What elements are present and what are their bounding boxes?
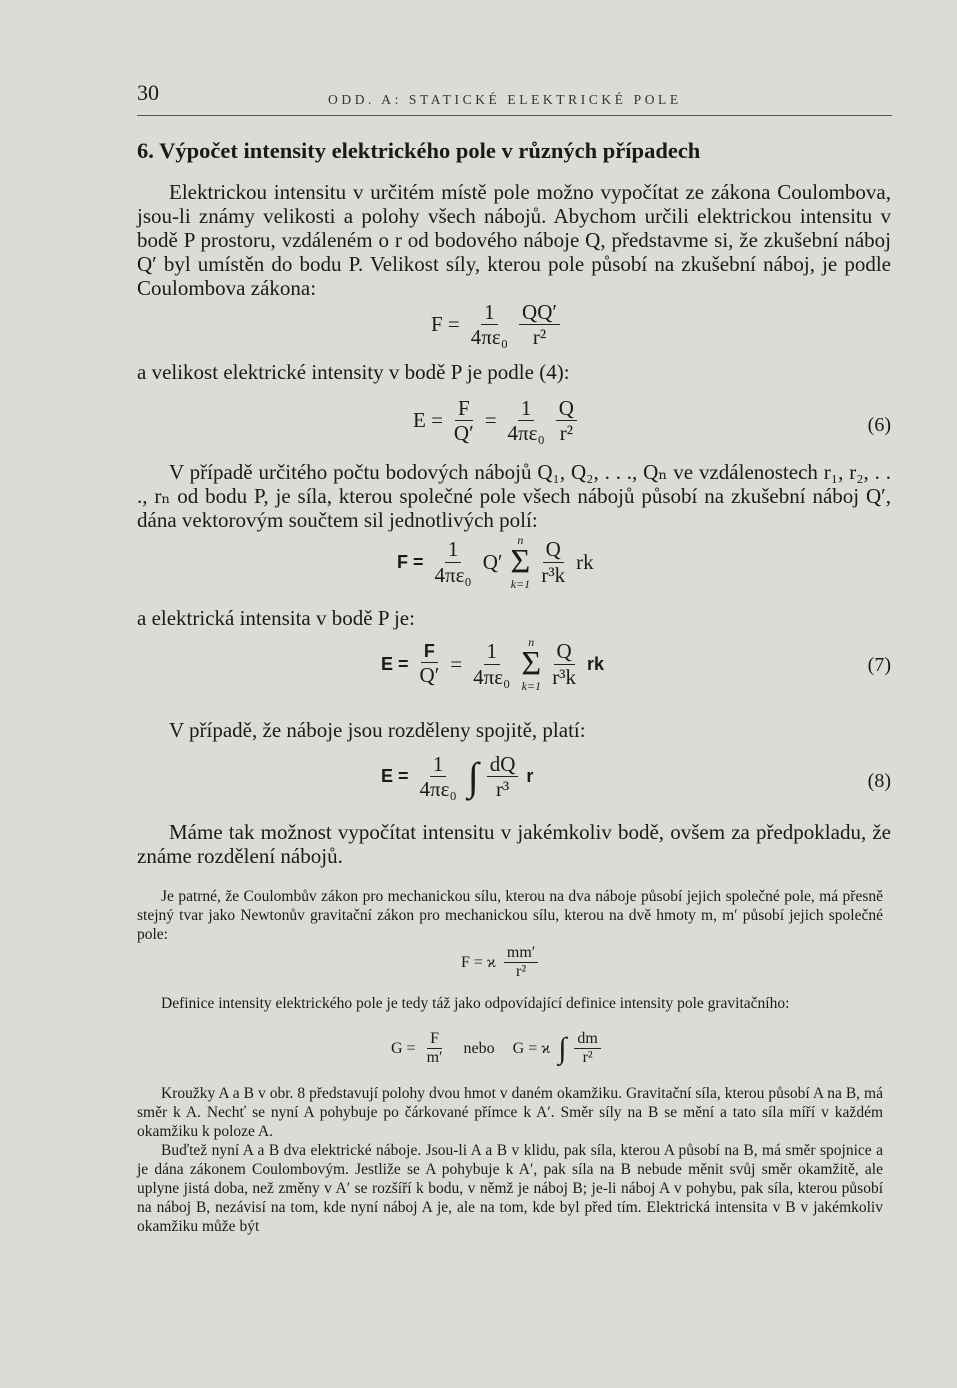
eq-fraction: $\frac{F}{m'}$	[426, 1030, 443, 1067]
eq-vector: rk	[586, 653, 604, 674]
eq-coefficient: $\frac{1}{\text{4πε₀}}$	[470, 300, 509, 350]
equation-number: (7)	[867, 654, 891, 676]
equation-number: (8)	[867, 770, 891, 792]
eq-lhs: F =	[397, 551, 424, 572]
eq-fraction: $\frac{mm'}{\text{r²}}$	[504, 944, 538, 982]
eq-coefficient: $\frac{1}{\text{4πε₀}}$	[434, 537, 472, 587]
paragraph-point-charges: V případě určitého počtu bodových nábojů Q₁, Q₂, . . ., Qₙ ve vzdálenostech r₁, r₂, . . ., rₙ od bodu P, je síla, kterou společné pole všech nábojů působí na zkušební náboj Q′, dána vektorovým součtem sil jednotlivých polí:	[137, 460, 891, 532]
paragraph-continuous: V případě, že náboje jsou rozděleny spojitě, platí:	[169, 718, 586, 742]
eq-equals: =	[450, 651, 463, 676]
header-rule	[137, 115, 892, 116]
eq-coefficient: $\frac{1}{\text{4πε₀}}$	[473, 639, 511, 689]
eq-fraction: $\frac{dQ}{\text{r³}}$	[487, 752, 519, 801]
eq-lhs: E =	[413, 408, 443, 433]
paragraph-conclusion: Máme tak možnost vypočítat intensitu v jakémkoliv bodě, ovšem za předpokladu, že známe rozdělení nábojů.	[137, 820, 891, 868]
paragraph-intro: Elektrickou intensitu v určitém místě pole možno vypočítat ze zákona Coulombova, jsou-li známy velikosti a polohy všech nábojů. Abychom určili elektrickou intensitu v bodě P prostoru, vzdáleném o r od bodového náboje Q, představme si, že zkušební náboj Q′ byl umístěn do bodu P. Velikost síly, kterou pole působí na zkušební náboj, je podle Coulombova zákona:	[137, 180, 891, 300]
equation-8	[137, 752, 891, 816]
eq-fraction: $\frac{dm}{\text{r²}}$	[574, 1030, 600, 1068]
equation-coulomb-force	[137, 300, 891, 360]
eq-coefficient: $\frac{1}{\text{4πε₀}}$	[507, 396, 545, 446]
equation-gravity-intensity	[137, 1030, 891, 1080]
eq-fraction: $\frac{F}{Q'}$	[419, 641, 440, 687]
eq-lhs: F = ϰ	[461, 953, 496, 971]
paragraph-intensity-point: a elektrická intensita v bodě P je:	[137, 606, 415, 630]
eq-lhs: E =	[381, 653, 409, 674]
eq-coefficient: $\frac{1}{\text{4πε₀}}$	[419, 752, 457, 802]
equation-7	[137, 636, 891, 708]
eq-test-charge: Q′	[482, 549, 503, 574]
section-title: 6. Výpočet intensity elektrického pole v různých případech	[137, 138, 701, 163]
equation-number: (6)	[867, 414, 891, 436]
note-newton: Je patrné, že Coulombův zákon pro mechanickou sílu, kterou na dva náboje působí jejich společné pole, má přesně stejný tvar jako Newtonův gravitační zákon pro mechanickou sílu, kterou na dvě hmoty m, m′ působí jejich společné pole:	[137, 888, 883, 943]
page-number: 30	[137, 80, 159, 105]
eq-vector: r	[526, 766, 534, 787]
sum-symbol: n Σ k=1	[521, 635, 542, 693]
eq-fraction: $\frac{Q}{\text{r³k}}$	[552, 639, 576, 689]
equation-gravity	[137, 944, 891, 994]
eq-lhs: F =	[431, 312, 460, 337]
equation-force-sum	[137, 534, 891, 606]
eq-fraction: $\frac{F}{Q'}$	[453, 396, 474, 446]
running-title: ODD. A: STATICKÉ ELEKTRICKÉ POLE	[328, 92, 682, 107]
eq-fraction: $\frac{Q}{\text{r³k}}$	[541, 537, 566, 587]
paragraph-intensity-intro: a velikost elektrické intensity v bodě P je podle (4):	[137, 360, 570, 384]
integral-symbol: ∫	[558, 1031, 567, 1065]
eq-conjunction: nebo	[463, 1039, 495, 1057]
eq-lhs: G =	[391, 1039, 416, 1057]
note-definition: Definice intensity elektrického pole je tedy táž jako odpovídající definice intensity pole gravitačního:	[161, 995, 790, 1012]
eq-lhs-alt: G = ϰ	[512, 1039, 551, 1057]
eq-fraction: $\frac{Q}{\text{r²}}$	[556, 396, 577, 445]
eq-lhs: E =	[381, 766, 409, 787]
eq-fraction: $\frac{QQ'}{\text{r²}}$	[519, 300, 560, 349]
eq-equals: =	[484, 408, 497, 433]
eq-vector: rk	[576, 549, 594, 574]
note-charges: Buďtež nyní A a B dva elektrické náboje. Jsou-li A a B v klidu, pak síla, kterou A působí na B, má směr spojnice a je dána zákonem Coulombovým. Jestliže se A pohybuje k A′, pak síla na B nebude měnit svůj směr okamžitě, ale uplyne jistá doba, než změny v A′ se rozšíří k bodu, v němž je náboj B; je-li náboj A v pohybu, pak síla, kterou působí na náboj B, nezávisí na tom, kde nyní náboj A je, ale na tom, kde byl před tím. Elektrická intensita v B v jakémkoliv okamžiku může být	[137, 1142, 883, 1235]
integral-symbol: ∫	[467, 753, 479, 799]
sum-symbol: n Σ k=1	[510, 533, 531, 591]
equation-6	[137, 396, 891, 456]
note-masses: Kroužky A a B v obr. 8 představují polohy dvou hmot v daném okamžiku. Gravitační síla, kterou působí A na B, má směr k A. Nechť se nyní A pohybuje po čárkované přímce k A′. Směr síly na B se mění a tato síla míří v každém okamžiku k poloze A.	[137, 1085, 883, 1140]
